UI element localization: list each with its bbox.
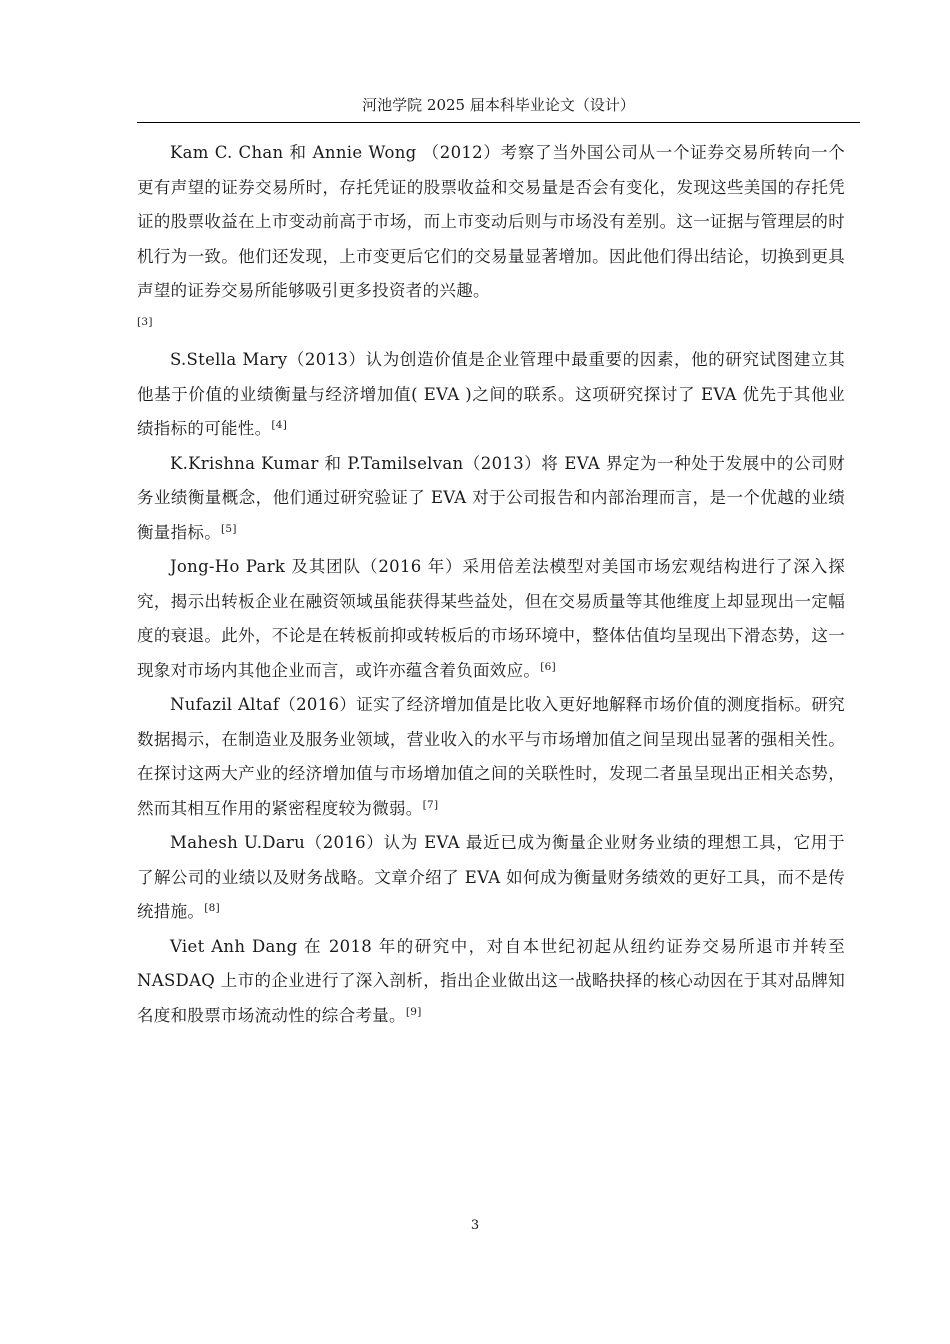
citation-ref: [9] (405, 1005, 422, 1018)
paragraph-text: Jong-Ho Park 及其团队（2016 年）采用倍差法模型对美国市场宏观结构进行了深入探究，揭示出转板企业在融资领域虽能获得某些益处，但在交易质量等其他维度上却显现出一定幅度的衰退。此外，不论是在转板前抑或转板后的市场环境中，整体估值均呈现出下滑态势，这一现象对市场内其他企业而言，或许亦蕴含着负面效应。 (137, 557, 845, 680)
running-header: 河池学院 2025 届本科毕业论文（设计） (362, 96, 635, 114)
citation-ref: [3] (137, 315, 153, 328)
paragraph-text: Nufazil Altaf（2016）证实了经济增加值是比收入更好地解释市场价值的测度指标。研究数据揭示，在制造业及服务业领域，营业收入的水平与市场增加值之间呈现出显著的强相关性。在探讨这两大产业的经济增加值与市场增加值之间的关联性时，发现二者虽呈现出正相关态势，然而其相互作用的紧密程度较为微弱。 (137, 695, 845, 818)
paragraph-text: Viet Anh Dang 在 2018 年的研究中，对自本世纪初起从纽约证券交易所退市并转至 NASDAQ 上市的企业进行了深入剖析，指出企业做出这一战略抉择的核心动因在于其对品牌知名度和股票市场流动性的综合考量。 (137, 936, 845, 1025)
header-rule (137, 122, 860, 123)
paragraph-4 (137, 550, 845, 688)
citation-ref: [7] (422, 798, 439, 811)
body-text (137, 136, 845, 1033)
paragraph-text: S.Stella Mary（2013）认为创造价值是企业管理中最重要的因素，他的研究试图建立其他基于价值的业绩衡量与经济增加值( EVA )之间的联系。这项研究探讨了 EVA 优先于其他业绩指标的可能性。 (137, 350, 845, 438)
citation-ref: [5] (221, 522, 237, 535)
citation-ref: [8] (204, 902, 220, 914)
paragraph-5 (137, 688, 845, 826)
paragraph-1 (137, 136, 845, 343)
paragraph-7 (137, 930, 845, 1034)
paragraph-text: K.Krishna Kumar 和 P.Tamilselvan（2013）将 EVA 界定为一种处于发展中的公司财务业绩衡量概念，他们通过研究验证了 EVA 对于公司报告和内部治理而言，是一个优越的业绩衡量指标。 (137, 453, 845, 542)
paragraph-text: Kam C. Chan 和 Annie Wong （2012）考察了当外国公司从一个证券交易所转向一个更有声望的证券交易所时，存托凭证的股票收益和交易量是否会有变化，发现这些美国的存托凭证的股票收益在上市变动前高于市场，而上市变动后则与市场没有差别。这一证据与管理层的时机行为一致。他们还发现，上市变更后它们的交易量显著增加。因此他们得出结论，切换到更具声望的证券交易所能够吸引更多投资者的兴趣。 (137, 143, 845, 300)
page-number: 3 (470, 1218, 480, 1233)
paragraph-6 (137, 826, 845, 930)
citation-ref: [6] (540, 660, 556, 673)
paragraph-2 (137, 343, 845, 447)
paragraph-text: Mahesh U.Daru（2016）认为 EVA 最近已成为衡量企业财务业绩的理想工具，它用于了解公司的业绩以及财务战略。文章介绍了 EVA 如何成为衡量财务绩效的更好工具，而不是传统措施。 (137, 833, 845, 921)
citation-ref: [4] (271, 419, 288, 431)
paragraph-3 (137, 447, 845, 551)
